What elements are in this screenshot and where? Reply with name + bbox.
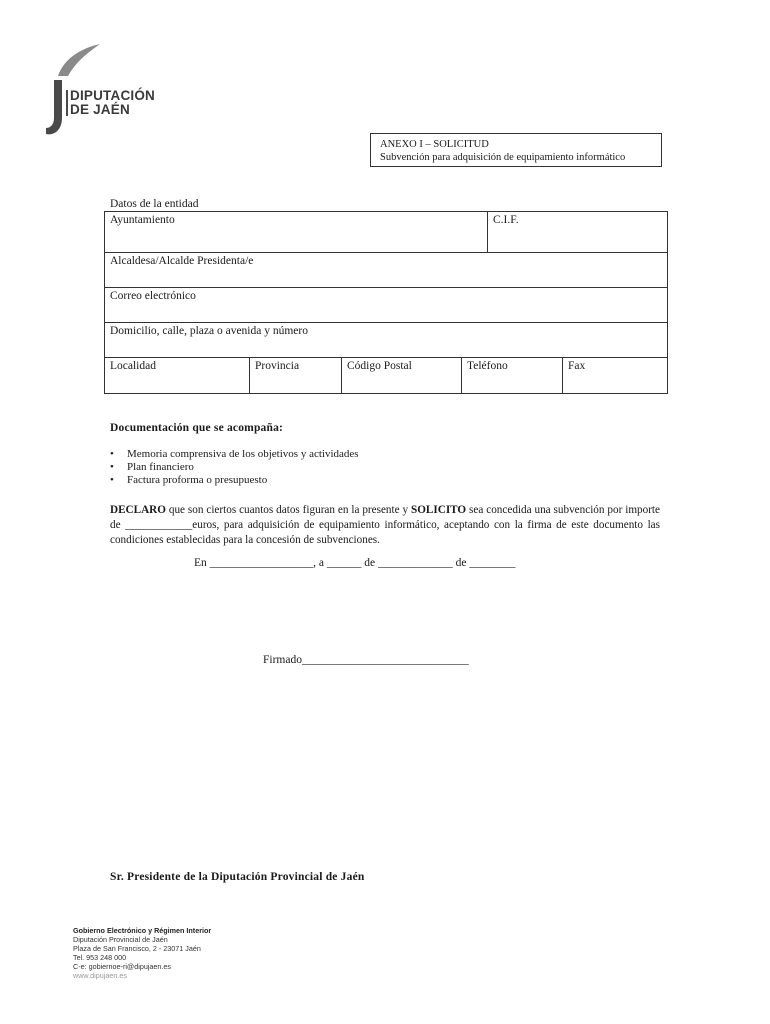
logo-line-2: DE JAÉN: [70, 102, 130, 117]
localidad-field[interactable]: Localidad: [105, 358, 250, 393]
declaro-keyword: DECLARO: [110, 504, 166, 516]
logo-line-1: DIPUTACIÓN: [70, 88, 155, 103]
list-item: • Plan financiero: [110, 461, 359, 474]
diputacion-logo: [40, 44, 170, 139]
table-row-alcalde: [105, 253, 667, 288]
annex-header-box: [370, 133, 662, 167]
list-item: • Factura proforma o presupuesto: [110, 474, 359, 487]
entity-data-table: [104, 211, 668, 394]
footer-website-link[interactable]: www.dipujaen.es: [73, 971, 127, 980]
entity-section-caption: Datos de la entidad: [110, 198, 199, 210]
footer-line: Tel. 953 248 000: [73, 953, 127, 962]
table-row-domicilio: [105, 323, 667, 358]
documentation-heading: Documentación que se acompaña:: [110, 422, 284, 434]
footer-line: Diputación Provincial de Jaén: [73, 935, 168, 944]
table-row-ayuntamiento: [105, 212, 667, 253]
declaration-text-1: que son ciertos cuantos datos figuran en la presente y: [165, 504, 411, 516]
place-date-line[interactable]: En __________________, a ______ de _____________ de ________: [194, 557, 516, 569]
cif-field[interactable]: C.I.F.: [493, 214, 519, 226]
declaration-text-2: sea concedida una subvención por importe de ____________euros, para adquisición de equipamiento informático, aceptando con la firma de este documento las condiciones establecidas para la concesión de subvenciones.: [110, 504, 661, 546]
email-field[interactable]: Correo electrónico: [110, 290, 196, 302]
footer-title: Gobierno Electrónico y Régimen Interior: [73, 926, 212, 935]
documentation-list: [110, 448, 359, 487]
addressee: Sr. Presidente de la Diputación Provincial de Jaén: [110, 871, 365, 883]
alcalde-field[interactable]: Alcaldesa/Alcalde Presidenta/e: [110, 255, 254, 267]
table-row-email: [105, 288, 667, 323]
codigo-postal-field[interactable]: Código Postal: [342, 358, 462, 393]
signature-line[interactable]: Firmado_____________________________: [263, 654, 469, 666]
provincia-field[interactable]: Provincia: [250, 358, 342, 393]
footer-contact: [73, 926, 211, 980]
footer-email[interactable]: C-e: gobiernoe-ri@dipujaen.es: [73, 962, 171, 971]
solicito-keyword: SOLICITO: [411, 504, 467, 516]
list-item: • Memoria comprensiva de los objetivos y actividades: [110, 448, 359, 461]
ayuntamiento-field[interactable]: Ayuntamiento: [105, 212, 488, 252]
telefono-field[interactable]: Teléfono: [462, 358, 563, 393]
fax-field[interactable]: Fax: [568, 360, 586, 372]
domicilio-field[interactable]: Domicilio, calle, plaza o avenida y número: [110, 325, 308, 337]
table-row-location: [105, 358, 667, 393]
footer-line: Plaza de San Francisco, 2 - 23071 Jaén: [73, 944, 201, 953]
declaration-paragraph: [110, 503, 660, 548]
annex-subtitle: Subvención para adquisición de equipamiento informático: [380, 152, 626, 163]
annex-title: ANEXO I – SOLICITUD: [380, 139, 489, 150]
